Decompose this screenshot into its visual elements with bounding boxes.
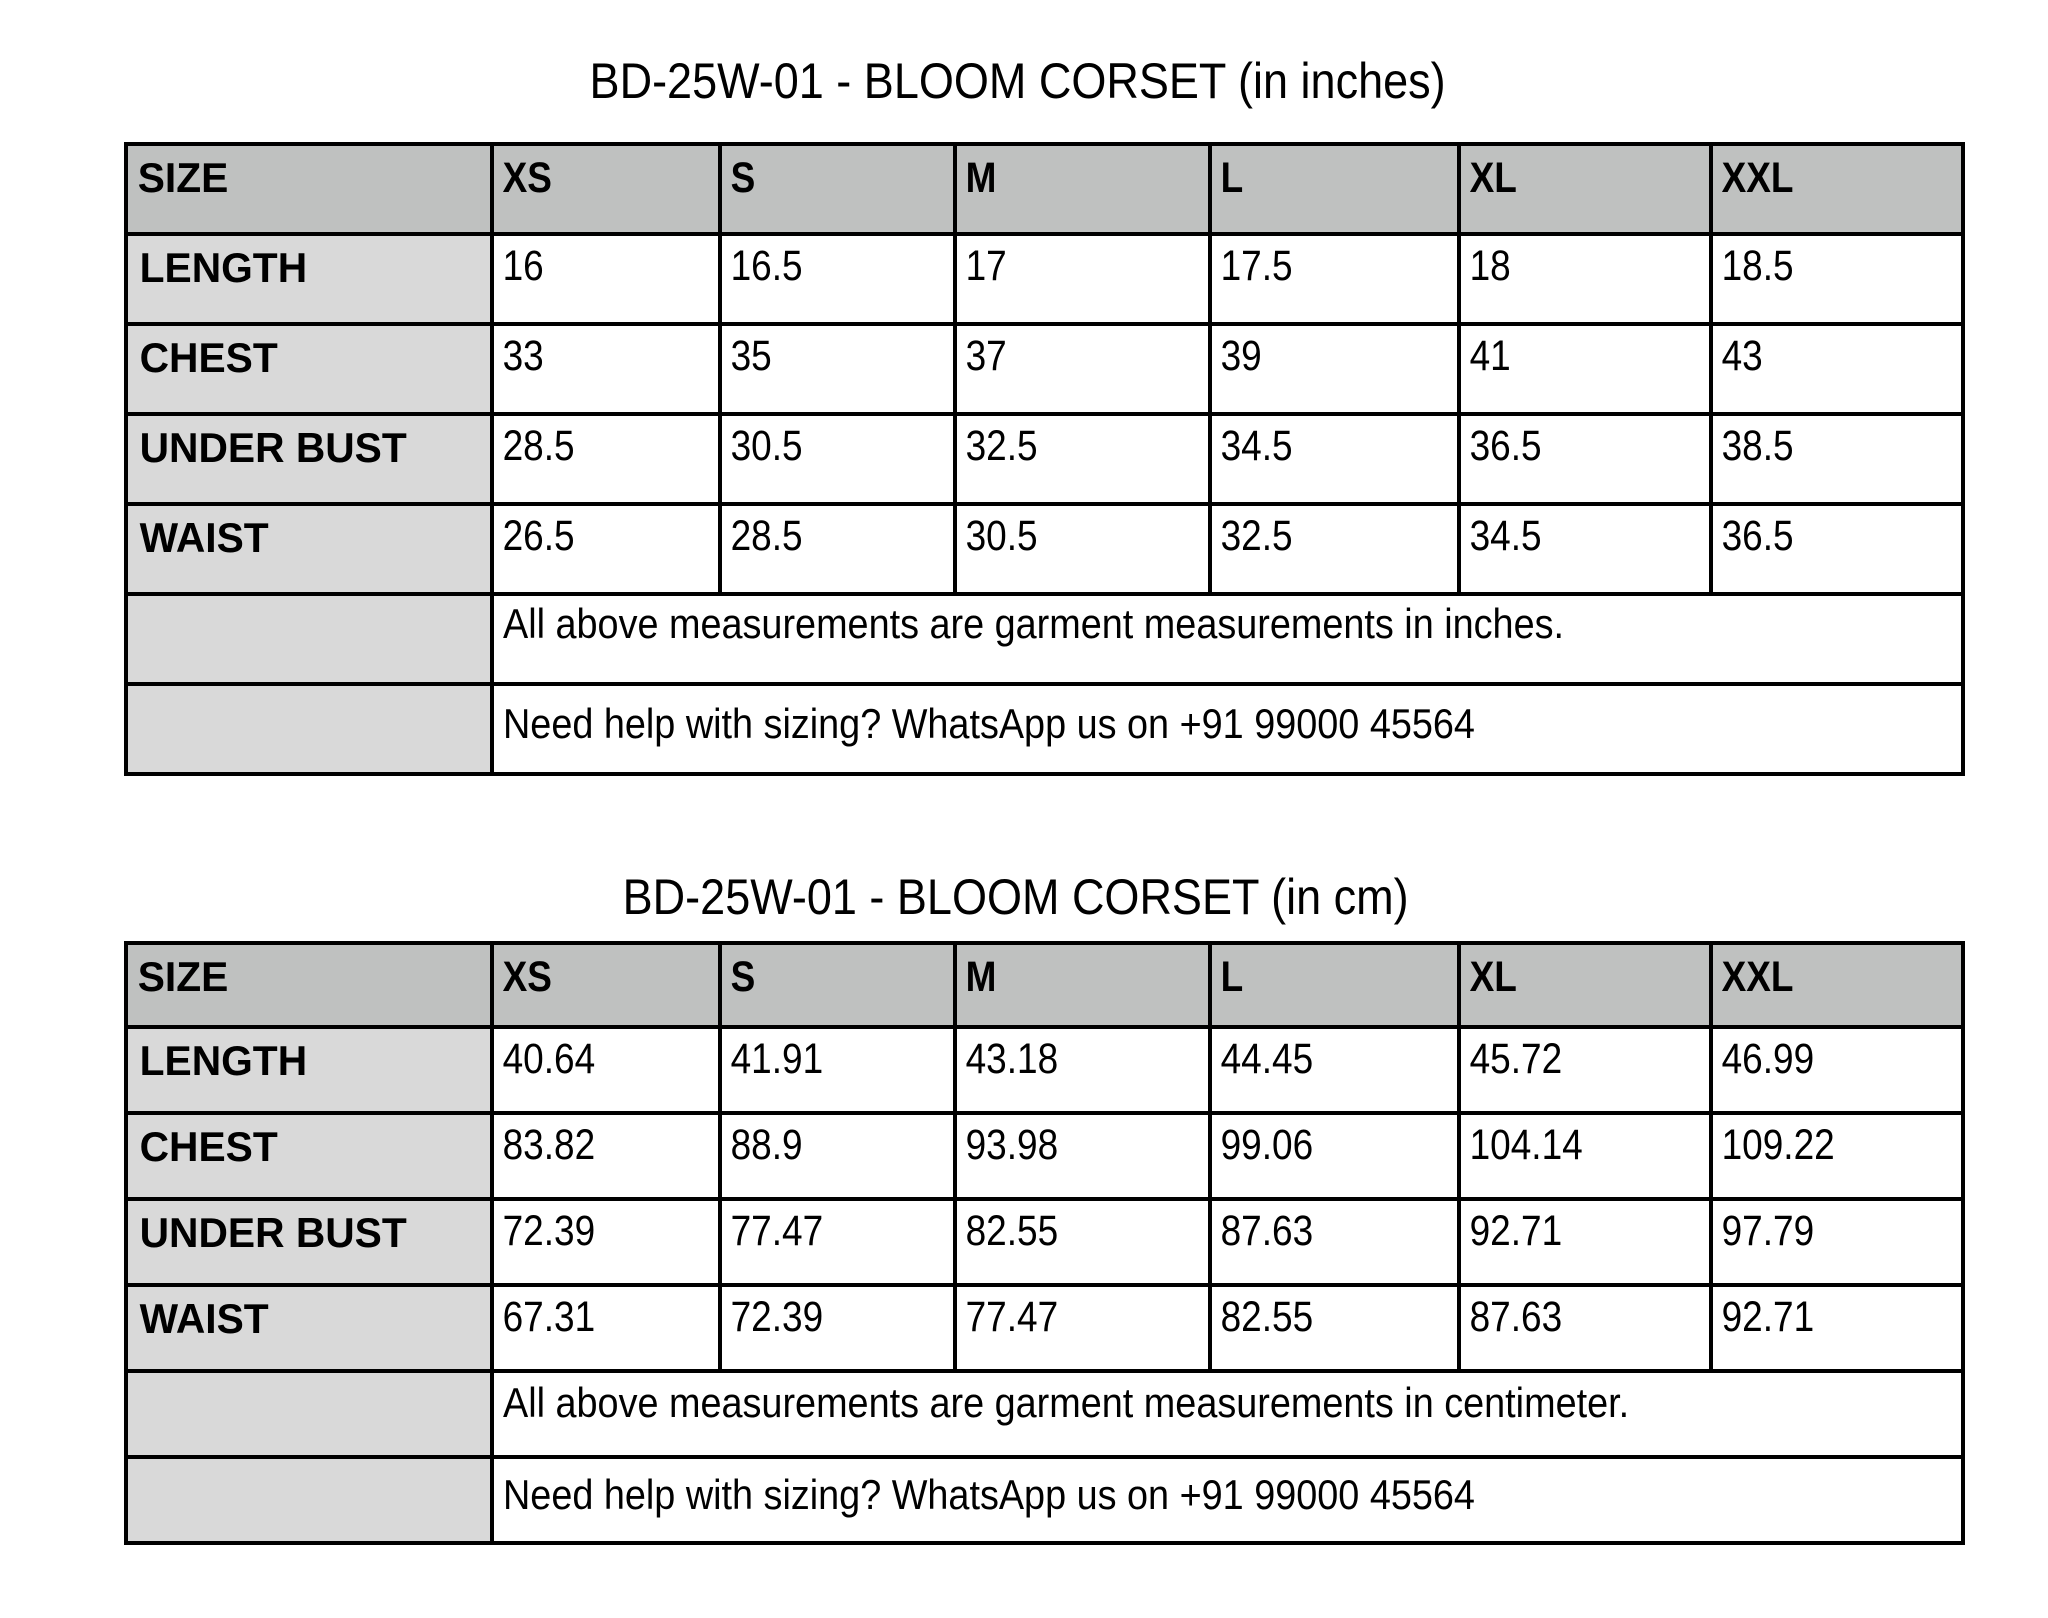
row-label: CHEST (139, 1123, 278, 1170)
value-cell (720, 504, 955, 594)
value: 35 (730, 332, 772, 380)
value: 97.79 (1721, 1207, 1815, 1255)
value: 34.5 (1469, 512, 1542, 560)
header-label: S (730, 154, 756, 202)
header-row (126, 144, 1963, 234)
header-label: XL (1469, 154, 1517, 202)
table-row-under-bust (126, 414, 1963, 504)
value: 92.71 (1721, 1293, 1815, 1341)
header-label: XS (502, 154, 552, 202)
value-cell (955, 1199, 1210, 1285)
header-label: L (1220, 154, 1244, 202)
value-cell (1459, 504, 1711, 594)
value: 40.64 (502, 1035, 596, 1083)
header-label: M (965, 154, 997, 202)
value: 93.98 (965, 1121, 1059, 1169)
value-cell (492, 234, 720, 324)
value-cell (492, 1199, 720, 1285)
value-cell (1711, 1285, 1963, 1371)
row-label-cell (126, 1199, 492, 1285)
table-row-chest (126, 324, 1963, 414)
value-cell (492, 414, 720, 504)
whatsapp-help-note: Need help with sizing? WhatsApp us on +91 99000 45564 (503, 700, 1475, 747)
table-row-chest (126, 1113, 1963, 1199)
note-row-help (126, 1457, 1963, 1543)
header-label: XL (1469, 953, 1517, 1001)
value: 44.45 (1220, 1035, 1314, 1083)
value: 43.18 (965, 1035, 1059, 1083)
value: 36.5 (1469, 422, 1542, 470)
note-cell (492, 684, 1963, 774)
value: 67.31 (502, 1293, 596, 1341)
value-cell (492, 504, 720, 594)
value-cell (720, 1027, 955, 1113)
value-cell (955, 1027, 1210, 1113)
table-row-length (126, 234, 1963, 324)
value: 83.82 (502, 1121, 596, 1169)
value-cell (1711, 1199, 1963, 1285)
header-cell-size (126, 943, 492, 1027)
value: 82.55 (1220, 1293, 1314, 1341)
value: 18 (1469, 242, 1511, 290)
value-cell (1711, 414, 1963, 504)
row-label-cell (126, 414, 492, 504)
header-row (126, 943, 1963, 1027)
value: 16 (502, 242, 544, 290)
value-cell (1459, 324, 1711, 414)
value-cell (1459, 1199, 1711, 1285)
header-label: L (1220, 953, 1244, 1001)
value-cell (720, 324, 955, 414)
value-cell (955, 1113, 1210, 1199)
row-label-cell (126, 1027, 492, 1113)
note-row-help (126, 684, 1963, 774)
value: 46.99 (1721, 1035, 1815, 1083)
header-cell-m (955, 144, 1210, 234)
value: 82.55 (965, 1207, 1059, 1255)
row-label-cell (126, 234, 492, 324)
value: 16.5 (730, 242, 803, 290)
note-row-measurements (126, 594, 1963, 684)
row-label: WAIST (139, 1295, 269, 1342)
value: 32.5 (1220, 512, 1293, 560)
value: 17 (965, 242, 1007, 290)
value-cell (1459, 1027, 1711, 1113)
value-cell (1210, 1027, 1459, 1113)
header-cell-s (720, 943, 955, 1027)
value: 32.5 (965, 422, 1038, 470)
value-cell (492, 1027, 720, 1113)
value: 34.5 (1220, 422, 1293, 470)
row-label: LENGTH (139, 1037, 308, 1084)
cm-table-title (0, 869, 2040, 925)
inches-table-title (0, 53, 2042, 109)
note-cell (492, 594, 1963, 684)
value-cell (955, 234, 1210, 324)
header-cell-l (1210, 943, 1459, 1027)
value-cell (720, 234, 955, 324)
value: 88.9 (730, 1121, 803, 1169)
value-cell (1711, 1113, 1963, 1199)
row-label-cell (126, 324, 492, 414)
header-cell-xxl (1711, 943, 1963, 1027)
value: 30.5 (730, 422, 803, 470)
table-row-waist (126, 1285, 1963, 1371)
value: 41.91 (730, 1035, 824, 1083)
header-cell-xs (492, 144, 720, 234)
measurement-note: All above measurements are garment measurements in inches. (503, 600, 1565, 647)
header-label: SIZE (137, 154, 229, 201)
cm-size-table (124, 941, 1965, 1545)
value-cell (492, 1285, 720, 1371)
value: 39 (1220, 332, 1262, 380)
value: 26.5 (502, 512, 575, 560)
row-label: CHEST (139, 334, 278, 381)
cm-table-title-text: BD-25W-01 - BLOOM CORSET (in cm) (623, 869, 1409, 925)
header-label: M (965, 953, 997, 1001)
header-label: SIZE (137, 953, 229, 1000)
value-cell (1711, 234, 1963, 324)
row-label: LENGTH (139, 244, 308, 291)
value: 33 (502, 332, 544, 380)
value: 92.71 (1469, 1207, 1563, 1255)
value-cell (955, 414, 1210, 504)
value-cell (492, 1113, 720, 1199)
value-cell (1210, 234, 1459, 324)
value-cell (1459, 1285, 1711, 1371)
empty-label-cell (126, 594, 492, 684)
value-cell (1210, 1285, 1459, 1371)
value-cell (1711, 1027, 1963, 1113)
value: 36.5 (1721, 512, 1794, 560)
value-cell (1210, 324, 1459, 414)
value: 72.39 (502, 1207, 596, 1255)
value-cell (1210, 1113, 1459, 1199)
value-cell (955, 324, 1210, 414)
inches-size-table (124, 142, 1965, 776)
whatsapp-help-note: Need help with sizing? WhatsApp us on +91 99000 45564 (503, 1471, 1475, 1518)
header-cell-size (126, 144, 492, 234)
value: 28.5 (730, 512, 803, 560)
value: 45.72 (1469, 1035, 1563, 1083)
note-cell (492, 1371, 1963, 1457)
value-cell (1210, 1199, 1459, 1285)
value: 30.5 (965, 512, 1038, 560)
value-cell (720, 1285, 955, 1371)
header-cell-xl (1459, 943, 1711, 1027)
table-row-length (126, 1027, 1963, 1113)
value-cell (1459, 414, 1711, 504)
value-cell (1459, 234, 1711, 324)
value: 109.22 (1721, 1121, 1835, 1169)
note-cell (492, 1457, 1963, 1543)
value: 87.63 (1469, 1293, 1563, 1341)
value: 18.5 (1721, 242, 1794, 290)
header-cell-m (955, 943, 1210, 1027)
header-cell-xl (1459, 144, 1711, 234)
value-cell (1210, 414, 1459, 504)
header-label: S (730, 953, 756, 1001)
row-label-cell (126, 1285, 492, 1371)
value-cell (955, 1285, 1210, 1371)
row-label-cell (126, 1113, 492, 1199)
note-row-measurements (126, 1371, 1963, 1457)
header-cell-xs (492, 943, 720, 1027)
value-cell (1210, 504, 1459, 594)
value-cell (1711, 324, 1963, 414)
row-label-cell (126, 504, 492, 594)
empty-label-cell (126, 1371, 492, 1457)
value: 104.14 (1469, 1121, 1583, 1169)
value: 38.5 (1721, 422, 1794, 470)
value: 77.47 (965, 1293, 1059, 1341)
value: 43 (1721, 332, 1763, 380)
value-cell (720, 1199, 955, 1285)
value-cell (720, 414, 955, 504)
value: 41 (1469, 332, 1511, 380)
value: 28.5 (502, 422, 575, 470)
value: 99.06 (1220, 1121, 1314, 1169)
row-label: WAIST (139, 514, 269, 561)
header-cell-l (1210, 144, 1459, 234)
inches-table-title-text: BD-25W-01 - BLOOM CORSET (in inches) (589, 53, 1447, 109)
header-cell-xxl (1711, 144, 1963, 234)
value: 87.63 (1220, 1207, 1314, 1255)
empty-label-cell (126, 1457, 492, 1543)
table-row-under-bust (126, 1199, 1963, 1285)
value: 17.5 (1220, 242, 1293, 290)
value-cell (720, 1113, 955, 1199)
header-label: XXL (1721, 953, 1794, 1001)
value-cell (955, 504, 1210, 594)
table-row-waist (126, 504, 1963, 594)
header-cell-s (720, 144, 955, 234)
header-label: XXL (1721, 154, 1794, 202)
empty-label-cell (126, 684, 492, 774)
value: 77.47 (730, 1207, 824, 1255)
row-label: UNDER BUST (139, 1209, 407, 1256)
value: 72.39 (730, 1293, 824, 1341)
value-cell (1459, 1113, 1711, 1199)
value-cell (492, 324, 720, 414)
row-label: UNDER BUST (139, 424, 407, 471)
header-label: XS (502, 953, 552, 1001)
value-cell (1711, 504, 1963, 594)
value: 37 (965, 332, 1007, 380)
measurement-note: All above measurements are garment measurements in centimeter. (503, 1379, 1630, 1426)
